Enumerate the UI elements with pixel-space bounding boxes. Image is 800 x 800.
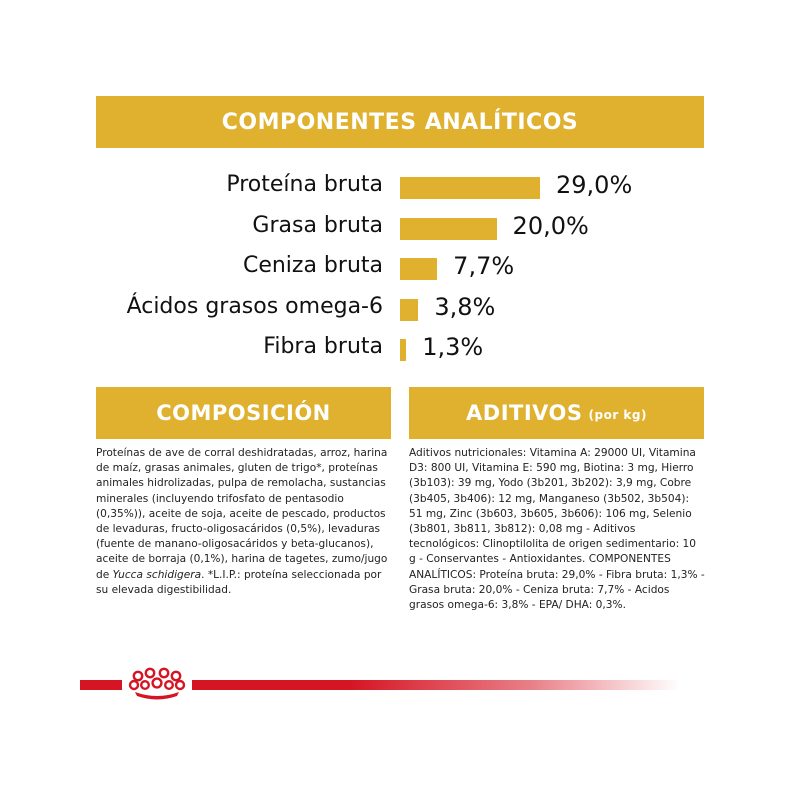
chart-bar bbox=[400, 339, 406, 361]
aditivos-text: Aditivos nutricionales: Vitamina A: 29000 UI, Vitamina D3: 800 UI, Vitamina E: 590 mg, Biotina: 3 mg, Hierro (3b103): 39 mg, Yodo (3b201, 3b202): 3,9 mg, Cobre (3b405, 3b406): 12 mg, Manganeso (3b502, 3b504): 51 mg, Zinc (3b603, 3b605, 3b606): 106 mg, Selenio (3b801, 3b811, 3b812): 0,08 mg - Aditivos tecnológicos: Clinoptilolita de origen sedimentario: 10 g - Conservantes - Antioxidantes. COMPONENTES ANALÍTICOS: Proteína bruta: 29,0% - Fibra bruta: 1,3% - Grasa bruta: 20,0% - Ceniza bruta: 7,7% - Acidos grasos omega-6: 3,8% - EPA/ DHA: 0,3%. bbox=[409, 447, 705, 612]
chart-label: Ácidos grasos omega-6 bbox=[126, 293, 383, 319]
chart-label: Grasa bruta bbox=[252, 212, 383, 238]
chart-row bbox=[0, 330, 800, 370]
analiticos-banner bbox=[96, 96, 704, 148]
chart-row bbox=[0, 290, 800, 330]
composicion-text-italic: Yucca schidigera bbox=[112, 568, 202, 581]
chart-bar bbox=[400, 177, 540, 199]
aditivos-subtitle: (por kg) bbox=[588, 408, 647, 422]
chart-label: Fibra bruta bbox=[263, 334, 383, 359]
composicion-text-part2: . *L.I.P.: proteína seleccionada por su elevada digestibilidad. bbox=[96, 568, 382, 596]
aditivos-title: ADITIVOS bbox=[466, 401, 583, 425]
chart-value: 7,7% bbox=[453, 252, 515, 280]
chart-bar bbox=[400, 299, 418, 321]
chart-value: 20,0% bbox=[512, 211, 589, 240]
chart-value: 1,3% bbox=[422, 333, 484, 361]
composicion-text bbox=[96, 446, 392, 598]
analiticos-chart bbox=[0, 168, 800, 373]
analiticos-title: COMPONENTES ANALÍTICOS bbox=[221, 109, 579, 135]
chart-label: Proteína bruta bbox=[226, 172, 383, 197]
composicion-text-part1: Proteínas de ave de corral deshidratadas, arroz, harina de maíz, grasas animales, gluten de trigo*, proteínas animales hidrolizadas, pulpa de remolacha, sustancias minerales (incluyendo trifosfato de pentasodio (0,35%)), aceite de soja, aceite de pescado, productos de levaduras, fructo-oligosacáridos (0,5%), levaduras (fuente de manano-oligosacáridos y beta-glucanos), aceite de borraja (0,1%), harina de tagetes, zumo/jugo de bbox=[96, 447, 388, 581]
chart-row bbox=[0, 209, 800, 249]
chart-row bbox=[0, 168, 800, 208]
chart-value: 29,0% bbox=[556, 171, 633, 199]
chart-value: 3,8% bbox=[434, 292, 496, 321]
chart-bar bbox=[400, 258, 437, 280]
chart-row bbox=[0, 249, 800, 289]
chart-bar bbox=[400, 218, 497, 240]
chart-label: Ceniza bruta bbox=[242, 253, 383, 278]
composicion-banner bbox=[96, 387, 391, 439]
royal-canin-crown-icon bbox=[122, 663, 192, 703]
composicion-title: COMPOSICIÓN bbox=[156, 401, 331, 425]
aditivos-banner bbox=[409, 387, 704, 439]
